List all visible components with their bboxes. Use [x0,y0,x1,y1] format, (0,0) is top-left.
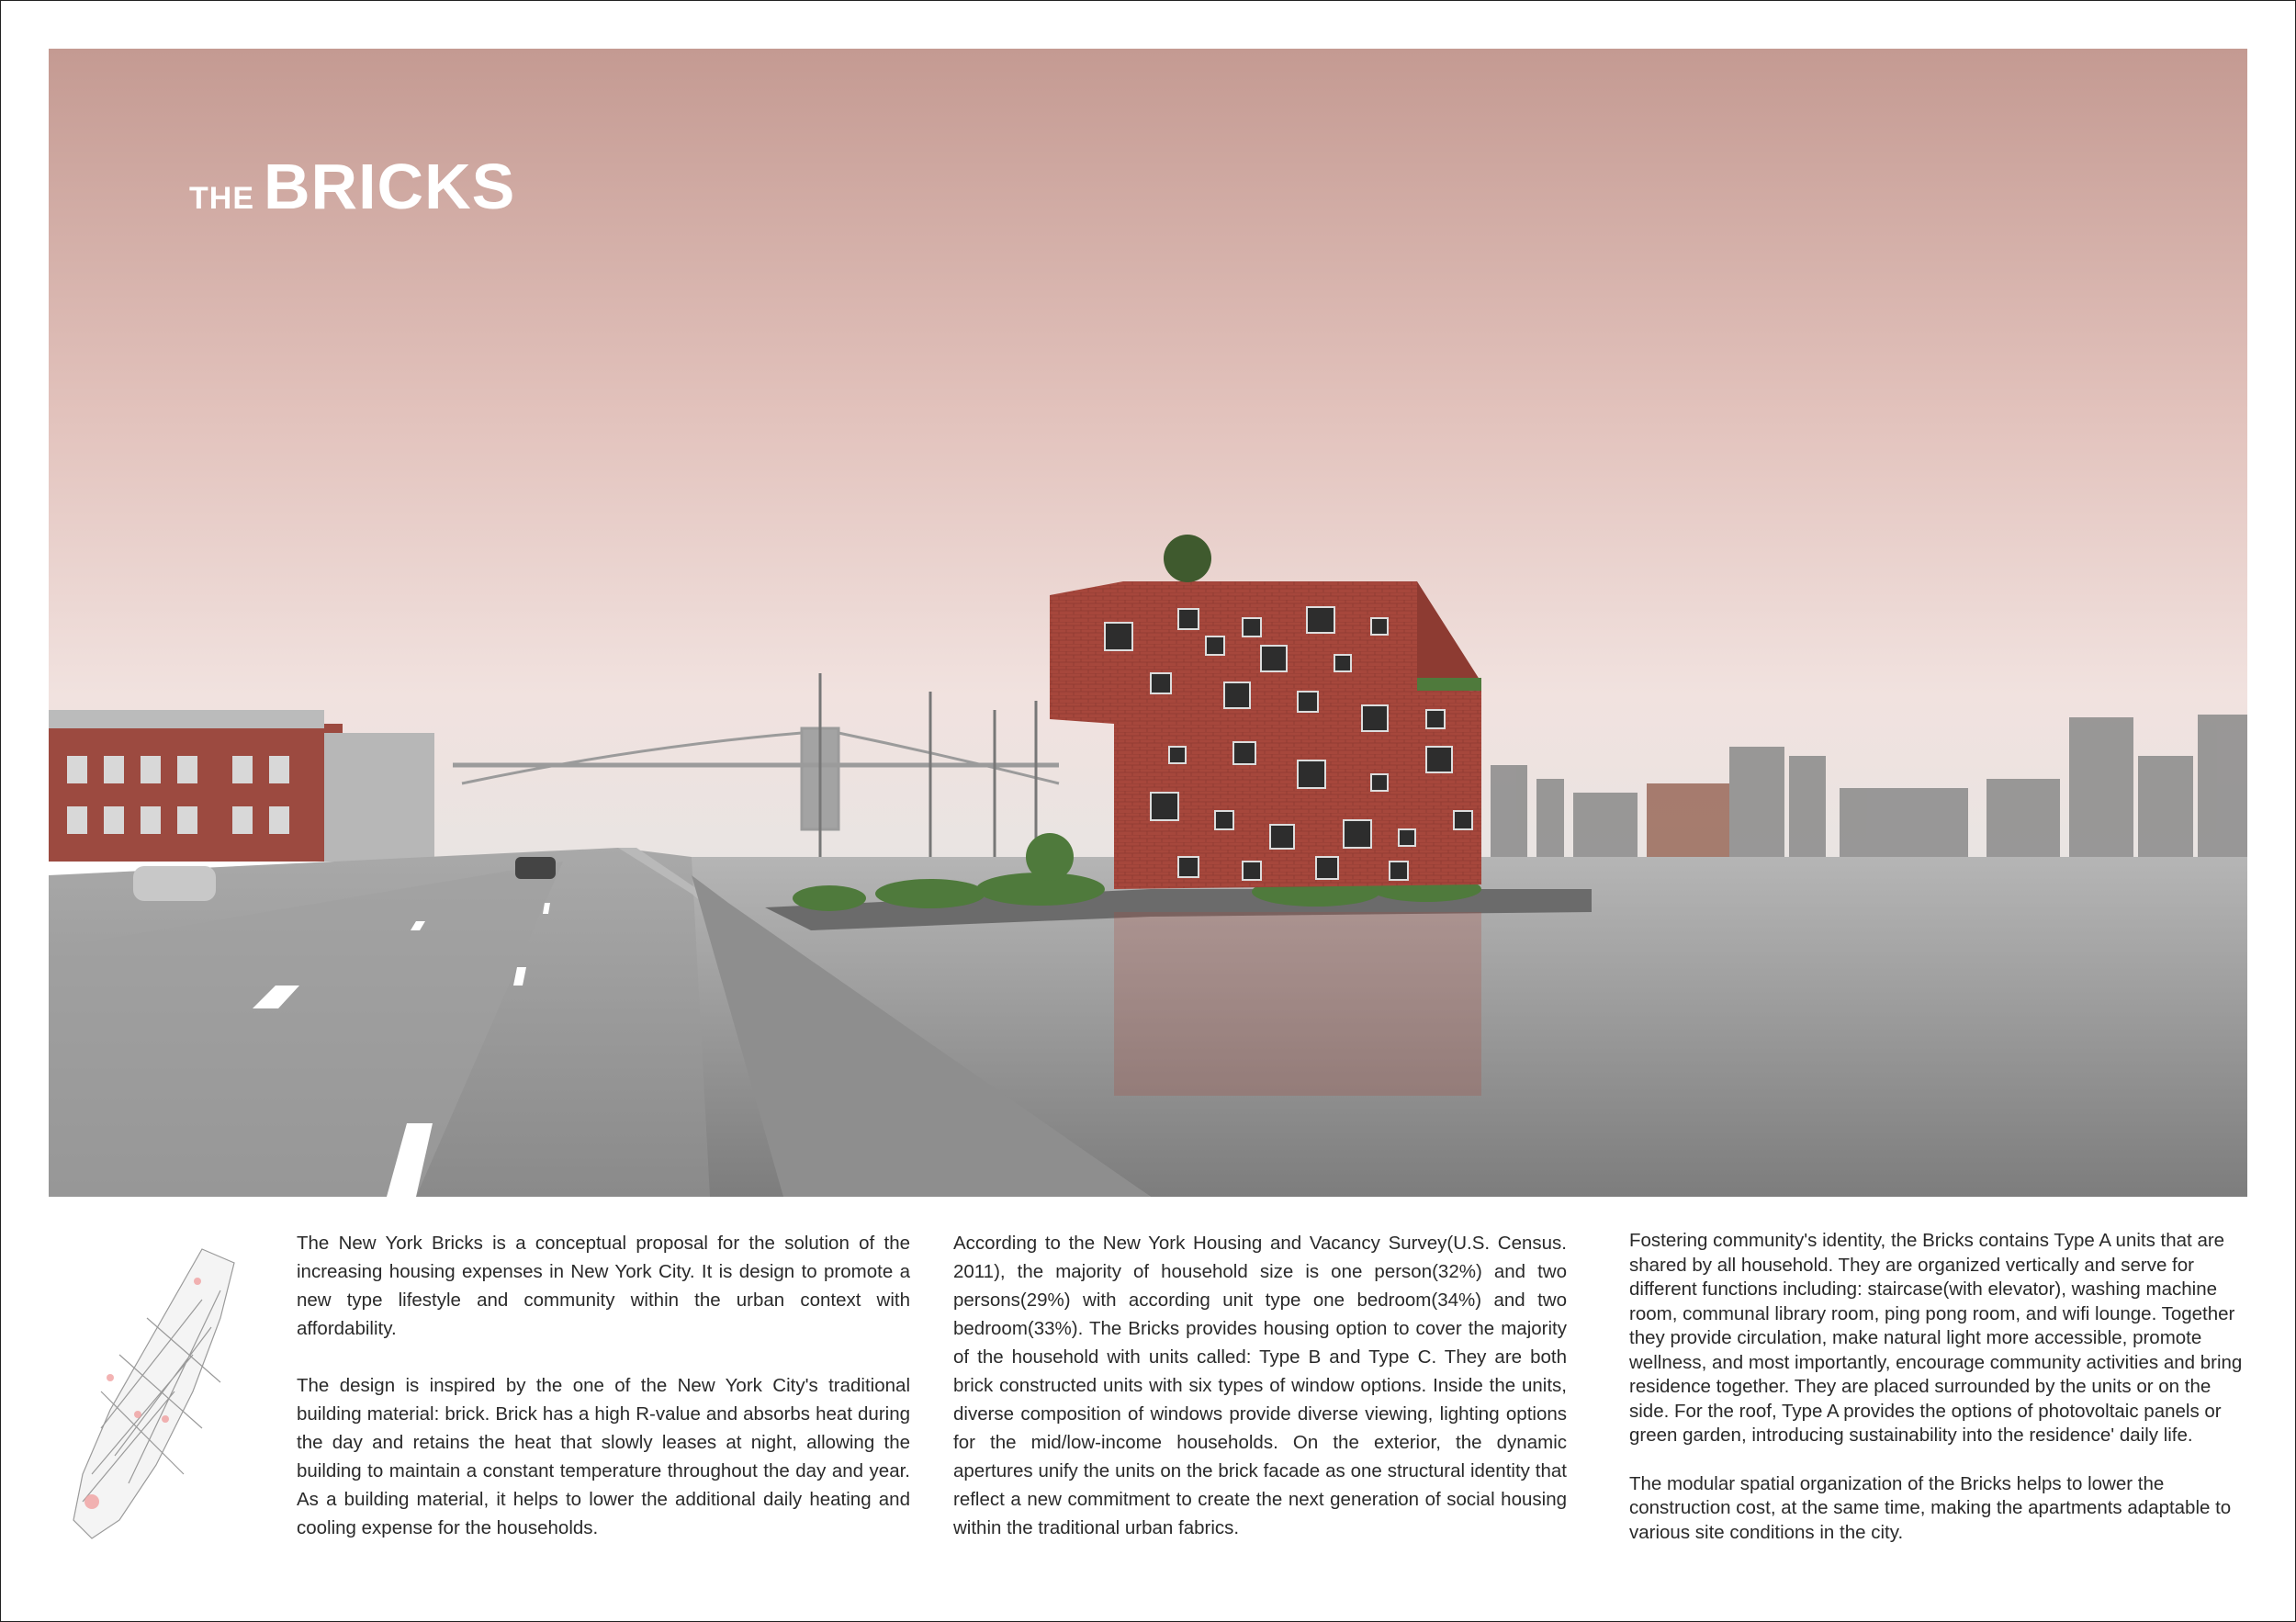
paragraph: Fostering community's identity, the Bricks contains Type A units that are shared by all household. They are organized vertically and serve for different functions including: staircase(with elevator), washing machine room, communal library room, ping pong room, and wifi lounge. Together they provide circulation, make natural light more accessible, promote wellness, and most importantly, encourage community activities and bring residence together. They are placed surrounded by the units or on the side. For the roof, Type A provides the options of photovoltaic panels or green garden, introducing sustainability into the residence' daily life. [1629,1230,2243,1446]
hero-rendering [49,49,2247,1197]
title-main: BRICKS [264,151,516,222]
building-reflection [1114,912,1481,1096]
car [133,866,216,901]
paragraph: According to the New York Housing and Vacancy Survey(U.S. Census. 2011), the majority of household size is one person(32%) and two persons(29%) with according unit type one bedroom(34%) and two bedroom(33%). The Bricks provides housing option to cover the majority of the household with units called: Type B and Type C. They are both brick constructed units with six types of window options. Inside the units, diverse composition of windows provide diverse viewing, lighting options for the mid/low-income households. On the exterior, the dynamic apertures unify the units on the brick facade as one structural identity that reflect a new commitment to create the next generation of social housing within the traditional urban fabrics. [953,1233,1567,1538]
title-prefix: THE [189,181,254,216]
roof-tree [1164,535,1211,582]
brick-building [1050,535,1481,889]
car [515,857,556,879]
paragraph: The modular spatial organization of the Bricks helps to lower the construction cost, at the same time, making the apartments adaptable to various site conditions in the city. [1629,1472,2232,1543]
paragraph: The New York Bricks is a conceptual proposal for the solution of the increasing housing expenses in New York City. It is design to promote a new type lifestyle and community within the urban context with affordability. [297,1233,910,1339]
text-column-3 [1629,1229,2243,1569]
paragraph: The design is inspired by the one of the New York City's traditional building material: brick. Brick has a high R-value and absorbs heat during the day and retains the heat that slowly leases at night, allowing the building to maintain a constant temperature throughout the day and year. As a building material, it helps to lower the additional daily heating and cooling expense for the households. [297,1375,910,1538]
poster-title [189,150,515,223]
manhattan-map-icon [64,1245,248,1548]
text-column-1 [297,1229,910,1571]
text-column-2 [953,1229,1567,1571]
